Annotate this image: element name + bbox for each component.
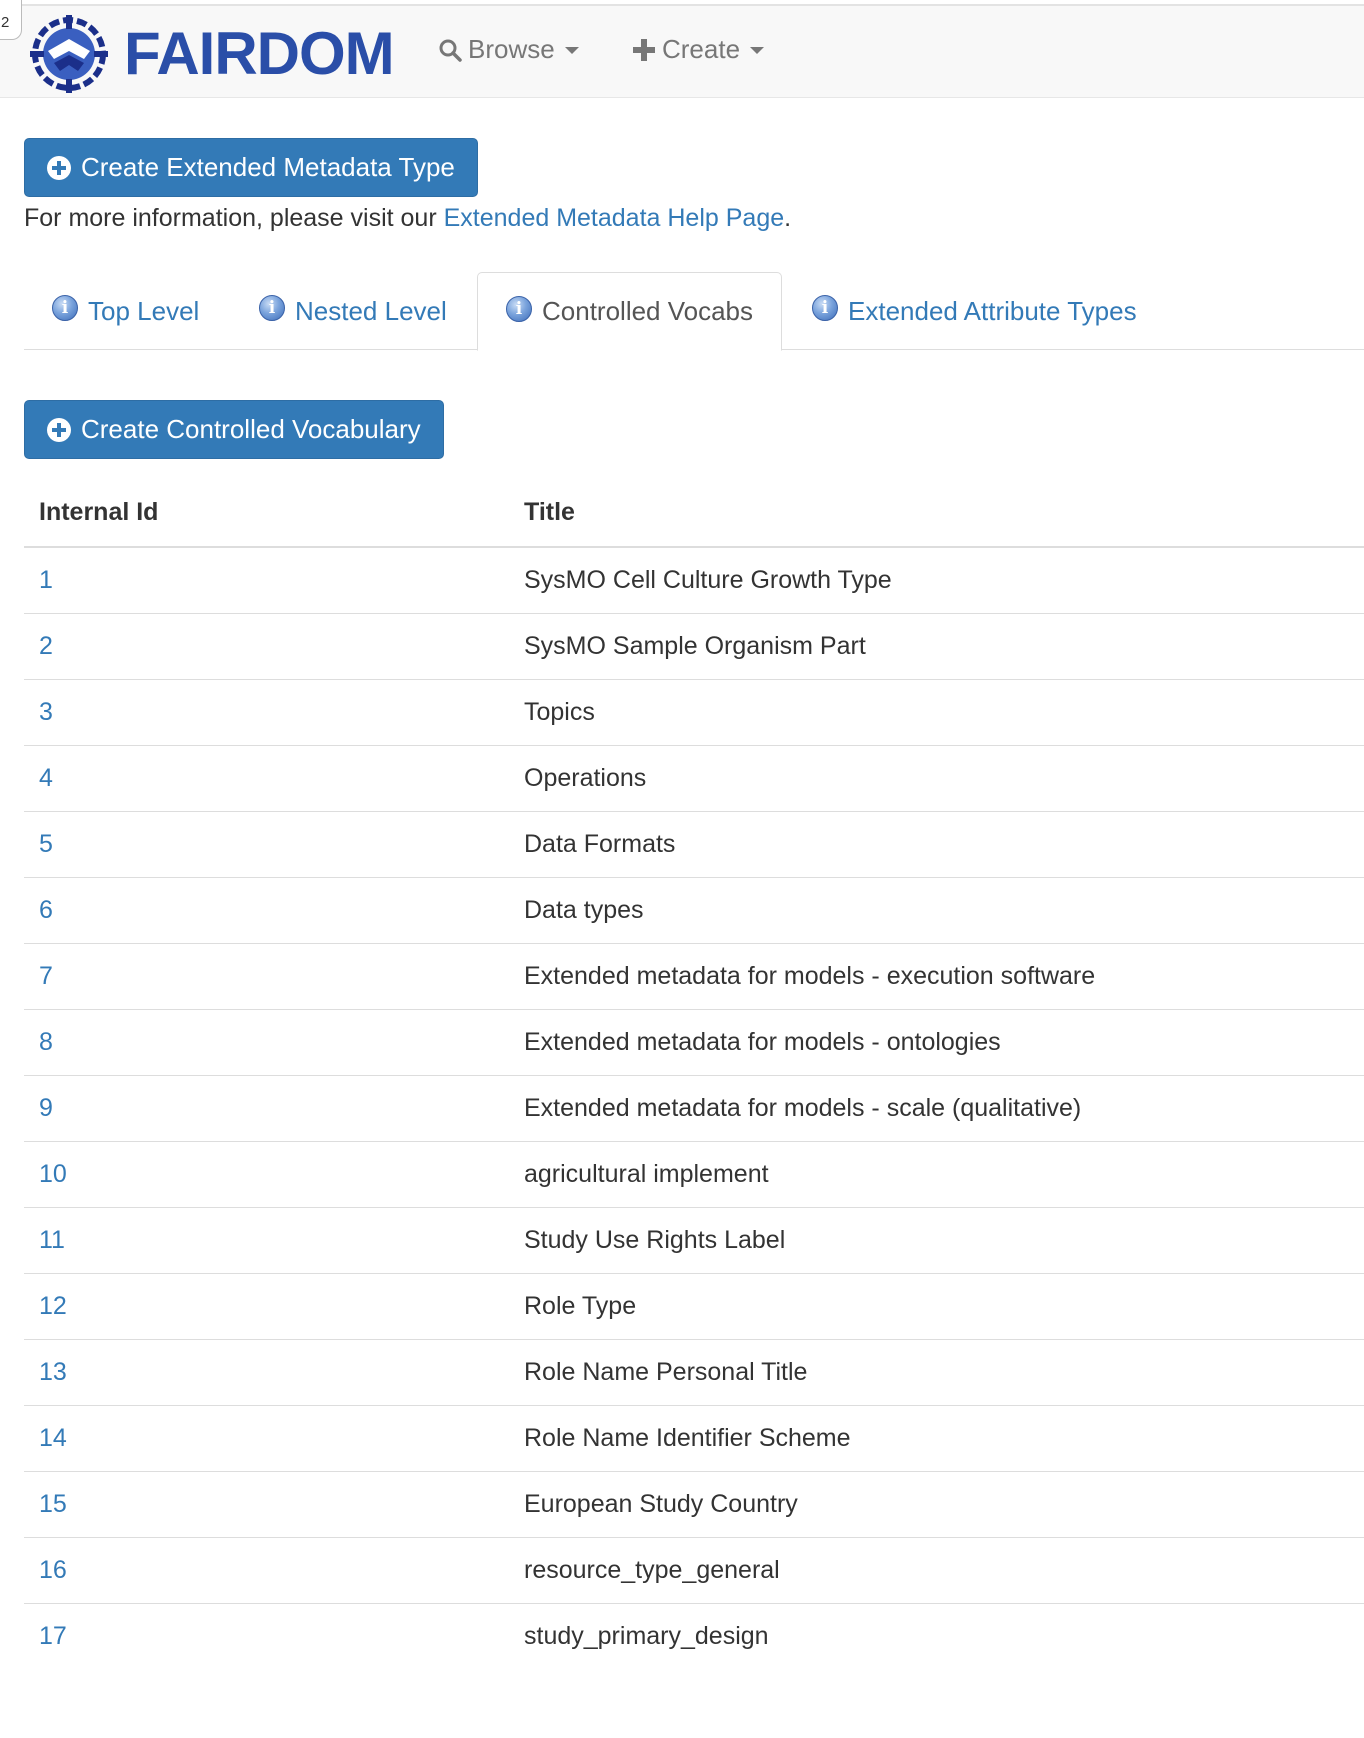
create-extended-metadata-type-button[interactable] bbox=[24, 138, 478, 197]
vocab-id-link[interactable]: 9 bbox=[39, 1093, 53, 1122]
vocab-id-link[interactable]: 1 bbox=[39, 565, 53, 594]
table-row bbox=[24, 745, 1364, 811]
info-icon bbox=[52, 295, 78, 321]
top-navbar bbox=[0, 4, 1364, 98]
vocab-title: resource_type_general bbox=[509, 1537, 1364, 1603]
table-row bbox=[24, 1339, 1364, 1405]
info-icon bbox=[812, 295, 838, 321]
tab-nested-level[interactable] bbox=[231, 272, 475, 350]
tab-extended-attribute-types-label: Extended Attribute Types bbox=[848, 295, 1137, 326]
vocab-title: agricultural implement bbox=[509, 1141, 1364, 1207]
vocab-title: Study Use Rights Label bbox=[509, 1207, 1364, 1273]
vocab-title: SysMO Cell Culture Growth Type bbox=[509, 547, 1364, 613]
vocab-title: Role Name Personal Title bbox=[509, 1339, 1364, 1405]
vocab-id-link[interactable]: 2 bbox=[39, 631, 53, 660]
vocab-title: Role Type bbox=[509, 1273, 1364, 1339]
vocab-title: SysMO Sample Organism Part bbox=[509, 613, 1364, 679]
create-controlled-vocabulary-button[interactable] bbox=[24, 400, 444, 459]
vocab-id-link[interactable]: 12 bbox=[39, 1291, 67, 1320]
search-icon bbox=[438, 38, 462, 62]
table-row bbox=[24, 1075, 1364, 1141]
vocab-title: Role Name Identifier Scheme bbox=[509, 1405, 1364, 1471]
controlled-vocab-table bbox=[24, 478, 1364, 1669]
tab-top-level-label: Top Level bbox=[88, 295, 200, 326]
fairdom-logo-icon bbox=[26, 11, 112, 97]
vocab-title: Operations bbox=[509, 745, 1364, 811]
brand[interactable] bbox=[26, 12, 394, 96]
help-info-suffix: . bbox=[784, 204, 792, 232]
table-row bbox=[24, 1537, 1364, 1603]
vocab-id-link[interactable]: 10 bbox=[39, 1159, 67, 1188]
chevron-down-icon bbox=[565, 47, 579, 54]
vocab-title: Extended metadata for models - scale (qualitative) bbox=[509, 1075, 1364, 1141]
vocab-id-link[interactable]: 5 bbox=[39, 829, 53, 858]
nav-create-label: Create bbox=[662, 34, 741, 64]
nav-browse-dropdown[interactable] bbox=[438, 34, 579, 65]
tab-extended-attribute-types[interactable] bbox=[784, 272, 1165, 350]
vocab-title: Data Formats bbox=[509, 811, 1364, 877]
tab-nested-level-label: Nested Level bbox=[295, 295, 447, 326]
vocab-id-link[interactable]: 14 bbox=[39, 1423, 67, 1452]
vocab-id-link[interactable]: 16 bbox=[39, 1555, 67, 1584]
table-row bbox=[24, 943, 1364, 1009]
plus-circle-icon bbox=[47, 418, 71, 442]
table-row bbox=[24, 877, 1364, 943]
table-row bbox=[24, 1273, 1364, 1339]
corner-badge: 2 bbox=[0, 0, 22, 40]
table-row bbox=[24, 1471, 1364, 1537]
vocab-title: study_primary_design bbox=[524, 1621, 769, 1650]
info-icon bbox=[259, 295, 285, 321]
tab-controlled-vocabs-label: Controlled Vocabs bbox=[542, 296, 754, 326]
plus-circle-icon bbox=[47, 156, 71, 180]
brand-name: FAIRDOM bbox=[124, 20, 394, 87]
vocab-id-link[interactable]: 7 bbox=[39, 961, 53, 990]
vocab-id-link[interactable]: 6 bbox=[39, 895, 53, 924]
vocab-title: European Study Country bbox=[509, 1471, 1364, 1537]
help-info-prefix: For more information, please visit our bbox=[24, 204, 444, 232]
table-row bbox=[24, 547, 1364, 613]
vocab-id-link[interactable]: 3 bbox=[39, 697, 53, 726]
nav-browse-label: Browse bbox=[468, 34, 555, 64]
vocab-title: Data types bbox=[509, 877, 1364, 943]
tab-controlled-vocabs[interactable] bbox=[477, 272, 782, 351]
table-header-row bbox=[24, 478, 1364, 547]
metadata-tabs bbox=[24, 272, 1364, 350]
table-row bbox=[24, 679, 1364, 745]
table-row bbox=[24, 613, 1364, 679]
vocab-id-link[interactable]: 15 bbox=[39, 1489, 67, 1518]
vocab-title: Extended metadata for models - ontologies bbox=[509, 1009, 1364, 1075]
extended-metadata-help-link[interactable]: Extended Metadata Help Page bbox=[443, 204, 785, 232]
vocab-id-link[interactable]: 17 bbox=[39, 1621, 67, 1650]
table-row bbox=[24, 1141, 1364, 1207]
vocab-id-link[interactable]: 8 bbox=[39, 1027, 53, 1056]
create-extended-metadata-type-label: Create Extended Metadata Type bbox=[81, 152, 455, 182]
vocab-title: Extended metadata for models - execution software bbox=[509, 943, 1364, 1009]
info-icon bbox=[506, 296, 532, 322]
create-controlled-vocabulary-label: Create Controlled Vocabulary bbox=[81, 414, 421, 444]
plus-icon bbox=[632, 38, 656, 62]
column-header-internal-id[interactable]: Internal Id bbox=[24, 478, 509, 547]
table-row bbox=[24, 1405, 1364, 1471]
column-header-title[interactable]: Title bbox=[509, 478, 1364, 547]
help-info-text bbox=[24, 204, 791, 233]
nav-create-dropdown[interactable] bbox=[632, 34, 764, 65]
tab-top-level[interactable] bbox=[24, 272, 227, 350]
vocab-title: Topics bbox=[509, 679, 1364, 745]
table-row bbox=[24, 1603, 1364, 1669]
table-row bbox=[24, 811, 1364, 877]
table-body bbox=[24, 547, 1364, 1669]
vocab-id-link[interactable]: 13 bbox=[39, 1357, 67, 1386]
vocab-id-link[interactable]: 11 bbox=[39, 1225, 65, 1254]
table-row bbox=[24, 1009, 1364, 1075]
table-row bbox=[24, 1207, 1364, 1273]
vocab-id-link[interactable]: 4 bbox=[39, 763, 53, 792]
chevron-down-icon bbox=[750, 47, 764, 54]
